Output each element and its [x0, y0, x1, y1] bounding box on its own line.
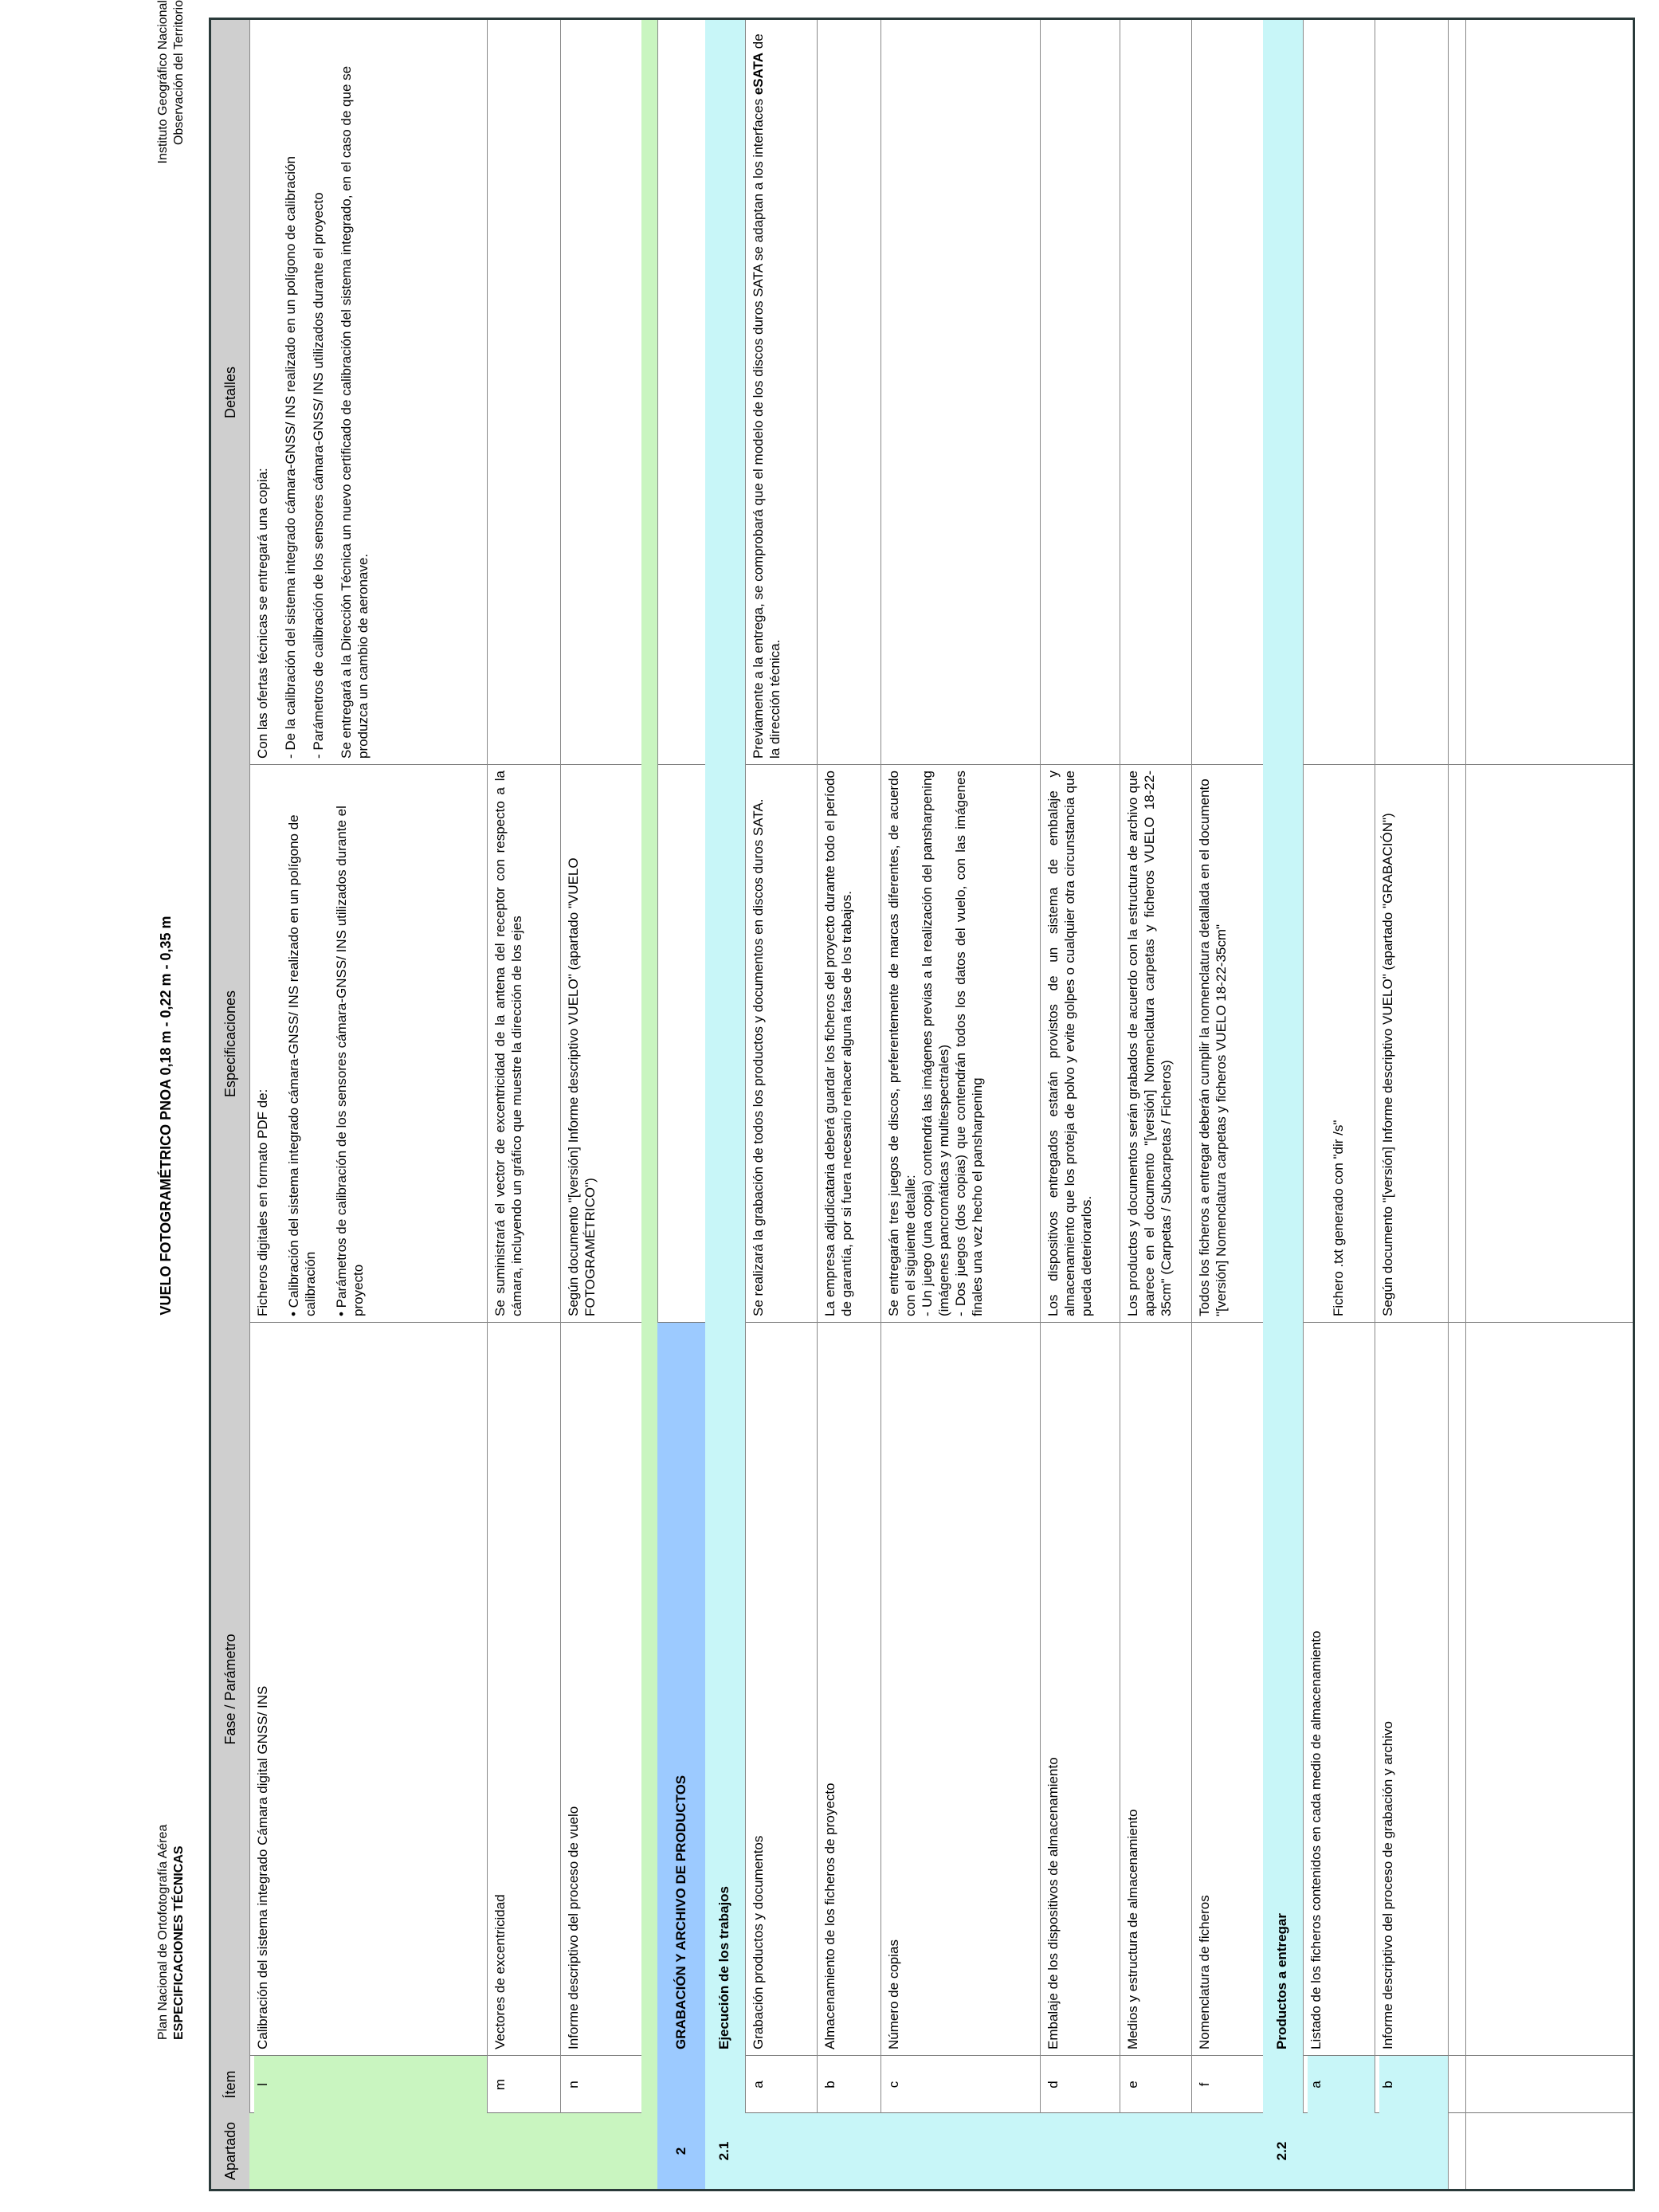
especificaciones-text: Fichero .txt generado con "dir /s": [1331, 1120, 1346, 1316]
especificaciones-text: Se realizará la grabación de todos los productos y documentos en discos duros SATA.: [751, 798, 766, 1316]
table-row: [745, 20, 818, 2189]
item-label: n: [566, 2081, 581, 2088]
section-title: GRABACIÓN Y ARCHIVO DE PRODUCTOS: [673, 1775, 688, 2049]
subsection-2-1-row: [705, 20, 746, 2189]
item-label: b: [822, 2081, 837, 2088]
section-2-row: [657, 20, 706, 2189]
especificaciones-text: Se entregarán tres juegos de discos, preferentemente de marcas diferentes, de acuerdo con el siguiente detalle: - Un juego (una copia) contendrá las imágenes previas a la realización del pansharpening (imágenes pancromáticas y multiespectrales) - Dos juegos (dos copias) que contendrán todos los datos del vuelo, con las imágenes finales una vez hecho el pansharpening: [886, 771, 985, 1316]
col-apartado: Apartado: [222, 2121, 238, 2181]
section-number: 2.2: [1274, 2141, 1289, 2161]
col-detalles: Detalles: [222, 366, 238, 419]
table-row: [1303, 20, 1375, 2189]
section-number: 2.1: [716, 2141, 731, 2161]
item-label: m: [492, 2078, 508, 2091]
fase-text: Medios y estructura de almacenamiento: [1125, 1809, 1140, 2049]
detalles-text: Previamente a la entrega, se comprobará que el modelo de los discos duros SATA se adaptan a los interfaces eSATA de la dirección técnica.: [751, 33, 782, 759]
especificaciones-text: Ficheros digitales en formato PDF de: • Calibración del sistema integrado cámara-GNSS/ INS realizado en un polígono de calibración • Parámetros de calibración de los sensores cámara-GNSS/ INS utilizados durante el proyecto: [255, 806, 366, 1316]
document-title: VUELO FOTOGRAMÉTRICO PNOA 0,18 m - 0,22 m - 0,35 m: [158, 916, 174, 1316]
table-row: [817, 20, 881, 2189]
fase-text: Embalaje de los dispositivos de almacenamiento: [1045, 1757, 1061, 2049]
fase-text: Grabación productos y documentos: [751, 1835, 766, 2049]
detalles-text: Con las ofertas técnicas se entregará una copia: - De la calibración del sistema integrado cámara-GNSS/ INS realizado en un polígono de calibración - Parámetros de calibración de los sensores cámara-GNSS/ INS utilizados durante el proyecto Se entregará a la Dirección Técnica un nuevo certificado de calibración del sistema integrado, en el caso de que se produzca un cambio de aeronave.: [255, 65, 371, 759]
especificaciones-text: Los dispositivos entregados estarán provistos de un sistema de embalaje y almacenamiento que los proteja de polvo y evite golpes o cualquier otra circunstancia que pueda deteriorarlos.: [1045, 771, 1094, 1316]
fase-text: Vectores de excentricidad: [492, 1894, 508, 2049]
item-label: c: [886, 2081, 901, 2088]
spec-table-frame: [209, 18, 1635, 2191]
section-title: Ejecución de los trabajos: [716, 1885, 731, 2049]
header-left: [155, 1721, 187, 2040]
table-row: [560, 20, 642, 2189]
table-header-row: [211, 20, 250, 2189]
table-row: [487, 20, 561, 2189]
especificaciones-text: La empresa adjudicataria deberá guardar los ficheros del proyecto durante todo el período de garantía, por si fuera necesario rehacer alguna fase de los trabajos.: [822, 771, 854, 1316]
table-row: [1040, 20, 1120, 2189]
fase-text: Almacenamiento de los ficheros de proyecto: [822, 1783, 837, 2049]
especificaciones-text: Según documento "[versión] Informe descriptivo VUELO" (apartado "GRABACIÓN"): [1380, 813, 1395, 1316]
table-row: [1375, 20, 1449, 2189]
header-right: [155, 0, 187, 319]
subsection-2-2-row: [1263, 20, 1304, 2189]
fase-text: Nomenclatura de ficheros: [1197, 1895, 1212, 2049]
table-row: [1191, 20, 1264, 2189]
item-label: d: [1045, 2081, 1061, 2088]
fase-text: Listado de los ficheros contenidos en cada medio de almacenamiento: [1308, 1630, 1324, 2049]
item-label: a: [751, 2081, 766, 2088]
header-institution: Instituto Geográfico Nacional: [156, 0, 170, 164]
fase-text: Número de copias: [886, 1939, 901, 2049]
item-label: f: [1197, 2082, 1212, 2087]
col-fase: Fase / Parámetro: [222, 1634, 238, 1745]
fase-text: Informe descriptivo del proceso de grabación y archivo: [1380, 1721, 1395, 2049]
item-label: e: [1125, 2081, 1140, 2088]
header-program: Plan Nacional de Ortofotografía Aérea: [156, 1824, 170, 2040]
col-item: Ítem: [222, 2070, 238, 2099]
table-row: [249, 20, 488, 2189]
section-number: 2: [673, 2147, 688, 2155]
fase-text: Informe descriptivo del proceso de vuelo: [566, 1806, 581, 2049]
col-especificaciones: Especificaciones: [222, 990, 238, 1098]
especificaciones-text: Según documento "[versión] Informe descriptivo VUELO" (apartado "VUELO FOTOGRAMÉTRICO"): [566, 857, 598, 1316]
header-doc-type: ESPECIFICACIONES TÉCNICAS: [172, 1845, 186, 2040]
especificaciones-text: Los productos y documentos serán grabados de acuerdo con la estructura de archivo que aparece en el documento "[versión] Nomenclatura carpetas y ficheros VUELO 18-22-35cm" (Carpetas / Subcarpetas / Ficheros): [1125, 771, 1174, 1316]
item-label: b: [1379, 2056, 1448, 2113]
item-label: l: [254, 2056, 487, 2113]
especificaciones-text: Todos los ficheros a entregar deberán cumplir la nomenclatura detallada en el documento "[versión] Nomenclatura carpetas y ficheros VUELO 18-22-35cm": [1197, 779, 1229, 1316]
table-row: [1120, 20, 1192, 2189]
table-row: [880, 20, 1041, 2189]
item-label: a: [1308, 2056, 1375, 2113]
section-title: Productos a entregar: [1274, 1913, 1289, 2049]
especificaciones-text: Se suministrará el vector de excentricidad de la antena del receptor con respecto a la cámara, incluyendo un gráfico que muestre la dirección de los ejes: [492, 771, 524, 1316]
fase-text: Calibración del sistema integrado Cámara digital GNSS/ INS: [255, 1685, 270, 2049]
header-department: Observación del Territorio: [172, 0, 186, 146]
